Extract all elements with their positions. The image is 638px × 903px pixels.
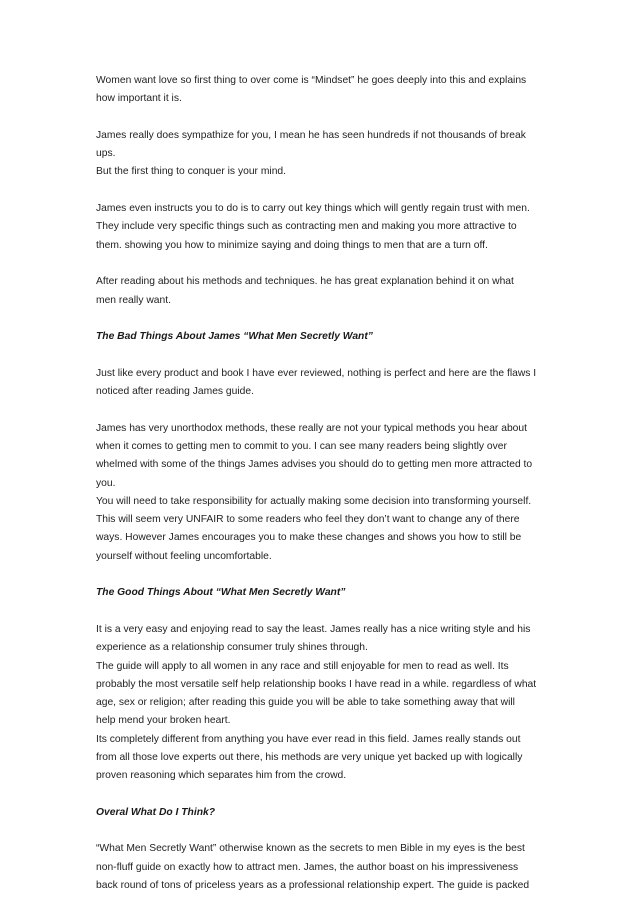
text-line: when it comes to getting men to commit to you. I can see many readers being slightly over: [96, 440, 507, 452]
text-line: them. showing you how to minimize saying and doing things to men that are a turn off.: [96, 239, 488, 251]
paragraph-spacer: [96, 182, 542, 200]
paragraph: [96, 200, 542, 255]
text-line: They include very specific things such as contracting men and making you more attractive to: [96, 221, 517, 233]
text-line: how important it is.: [96, 93, 182, 105]
text-line: age, sex or religion; after reading this guide you will be able to take something away that will: [96, 697, 515, 709]
paragraph-spacer: [96, 566, 542, 584]
paragraph-spacer: [96, 310, 542, 328]
text-line: Women want love so first thing to over come is “Mindset” he goes deeply into this and explains: [96, 75, 527, 86]
text-line: James has very unorthodox methods, these really are not your typical methods you hear about: [96, 422, 527, 434]
section-heading: The Bad Things About James “What Men Secretly Want”: [96, 331, 373, 343]
paragraph: [96, 273, 542, 310]
document-page: [96, 72, 542, 895]
text-line: noticed after reading James guide.: [96, 386, 254, 398]
paragraph: [96, 621, 542, 786]
paragraph: [96, 365, 542, 402]
section-heading: The Good Things About “What Men Secretly Want”: [96, 587, 346, 599]
paragraph-spacer: [96, 603, 542, 621]
paragraph: [96, 840, 542, 895]
paragraph: [96, 127, 542, 182]
text-line: This will seem very UNFAIR to some readers who feel they don’t want to change any of there: [96, 514, 520, 526]
paragraph-spacer: [96, 255, 542, 273]
text-line: whelmed with some of the things James advises you should do to getting men more attracted to: [96, 459, 533, 471]
text-line: help mend your broken heart.: [96, 715, 231, 727]
text-line: After reading about his methods and techniques. he has great explanation behind it on what: [96, 276, 514, 288]
paragraph-spacer: [96, 109, 542, 127]
text-line: James even instructs you to do is to carry out key things which will gently regain trust with men.: [96, 203, 530, 215]
text-line: You will need to take responsibility for actually making some decision into transforming yourself.: [96, 495, 532, 507]
text-line: Its completely different from anything you have ever read in this field. James really stands out: [96, 733, 521, 745]
paragraph-spacer: [96, 822, 542, 840]
text-line: non-fluff guide on exactly how to attract men. James, the author boast on his impressiveness: [96, 861, 519, 873]
text-line: probably the most versatile self help relationship books I have read in a while. regardless of what: [96, 678, 537, 690]
text-line: experience as a relationship consumer truly shines through.: [96, 642, 368, 654]
paragraph: [96, 72, 542, 109]
paragraph: [96, 420, 542, 566]
text-line: from all those love experts out there, his methods are very unique yet backed up with logically: [96, 751, 523, 763]
text-line: ways. However James encourages you to make these changes and shows you how to still be: [96, 532, 522, 544]
text-line: The guide will apply to all women in any race and still enjoyable for men to read as well. Its: [96, 660, 509, 672]
text-line: proven reasoning which separates him from the crowd.: [96, 770, 347, 782]
paragraph-spacer: [96, 786, 542, 804]
text-line: It is a very easy and enjoying read to say the least. James really has a nice writing style and his: [96, 623, 531, 635]
text-line: “What Men Secretly Want” otherwise known as the secrets to men Bible in my eyes is the best: [96, 843, 525, 855]
text-line: back round of tons of priceless years as a professional relationship expert. The guide is packed: [96, 880, 530, 892]
paragraph-spacer: [96, 401, 542, 419]
text-line: Just like every product and book I have ever reviewed, nothing is perfect and here are the flaws I: [96, 367, 537, 379]
text-line: yourself without feeling uncomfortable.: [96, 550, 272, 562]
text-line: men really want.: [96, 294, 171, 306]
text-line: James really does sympathize for you, I mean he has seen hundreds if not thousands of break ups.: [96, 129, 526, 160]
paragraph-spacer: [96, 346, 542, 364]
section-heading: Overal What Do I Think?: [96, 806, 215, 818]
text-line: you.: [96, 477, 116, 489]
text-line: But the first thing to conquer is your mind.: [96, 166, 287, 178]
